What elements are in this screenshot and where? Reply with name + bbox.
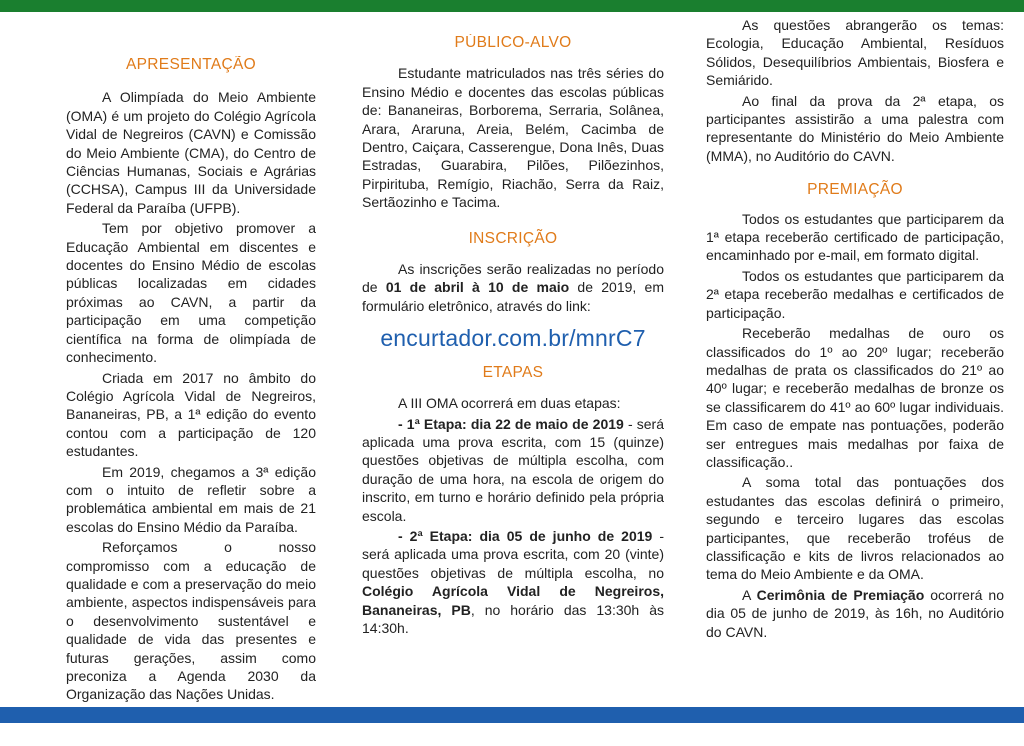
- heading-publico-alvo: PÚBLICO-ALVO: [454, 34, 572, 51]
- registration-link[interactable]: encurtador.com.br/mnrC7: [380, 325, 646, 352]
- paragraph: Criada em 2017 no âmbito do Colégio Agrícola Vidal de Negreiros, Bananeiras, PB, a 1ª edição do evento contou com a participação de 120 estudantes.: [66, 369, 316, 460]
- column-temas-premiacao: [706, 16, 1004, 706]
- paragraph: As questões abrangerão os temas: Ecologia, Educação Ambiental, Resíduos Sólidos, Desequilíbrios Ambientais, Biosfera e Semiárido.: [706, 17, 1004, 89]
- paragraph: Receberão medalhas de ouro os classificados do 1º ao 20º lugar; receberão medalhas de prata os classificados do 21º ao 40º lugar; e receberão medalhas de bronze os se classificarem do 41º ao 60º lugar individuais. Em caso de empate nas pontuações, poderão ser entregues mais medalhas por faixa de classificação..: [706, 325, 1004, 470]
- date-start: 01 de abril: [385, 279, 464, 296]
- paragraph: Tem por objetivo promover a Educação Ambiental em discentes e docentes do Ensino Médio de escolas públicas localizadas em cidades próximas ao CAVN, a partir da participação em uma competição científica na forma de olimpíada de conhecimento.: [66, 220, 316, 366]
- paragraph: A soma total das pontuações dos estudantes das escolas definirá o primeiro, segundo e terceiro lugares das escolas participantes, que receberão troféus de classificação e kits de livros relacionados ao tema do Meio Ambiente e da OMA.: [706, 474, 1004, 583]
- paragraph-inscricao: As inscrições serão realizadas no período de 01 de abril à 10 de maio de 2019, em formulário eletrônico, através do link:: [362, 261, 664, 314]
- paragraph: Todos os estudantes que participarem da 2ª etapa receberão medalhas e certificados de participação.: [706, 267, 1004, 321]
- paragraph: Reforçamos o nosso compromisso com a educação de qualidade e com a preservação do meio ambiente, aspectos indispensáveis para o desenvolvimento sustentável e qualidade de vida das presentes e futuras gerações, assim como preconiza a Agenda 2030 da Organização das Nações Unidas.: [66, 539, 316, 703]
- column-publico-inscricao-etapas: [362, 34, 664, 724]
- heading-etapas: ETAPAS: [482, 363, 544, 381]
- paragraph: Todos os estudantes que participarem da 1ª etapa receberão certificado de participação, encaminhado por e-mail, em formato digital.: [706, 210, 1004, 264]
- paragraph: A Olimpíada do Meio Ambiente (OMA) é um projeto do Colégio Agrícola Vidal de Negreiros (CAVN) e Comissão do Meio Ambiente (CMA), do Centro de Ciências Humanas, Sociais e Agrárias (CCHSA), Campus III da Universidade Federal da Paraíba (UFPB).: [66, 89, 316, 216]
- paragraph-cerimonia: A Cerimônia de Premiação ocorrerá no dia 05 de junho de 2019, às 16h, no Auditório do CAVN.: [706, 586, 1004, 640]
- heading-apresentacao: APRESENTAÇÃO: [126, 56, 256, 73]
- paragraph: Em 2019, chegamos a 3ª edição com o intuito de refletir sobre a problemática ambiental em mais de 21 escolas do Ensino Médio da Paraíba.: [66, 463, 316, 535]
- paragraph: Ao final da prova da 2ª etapa, os participantes assistirão a uma palestra com representante do Ministério do Meio Ambiente (MMA), no Auditório do CAVN.: [706, 92, 1004, 164]
- top-green-bar: [0, 0, 1024, 12]
- paragraph-etapa-1: - 1ª Etapa: dia 22 de maio de 2019 - será aplicada uma prova escrita, com 15 (quinze) questões objetivas de múltipla escolha, com duração de uma hora, na escola de origem do inscrito, em turno e horário definido pela própria escola.: [362, 415, 664, 524]
- bottom-blue-bar: [0, 707, 1024, 723]
- column-apresentacao: [66, 56, 316, 746]
- paragraph: Estudante matriculados nas três séries do Ensino Médio e docentes das escolas públicas de: Bananeiras, Borborema, Serraria, Solânea, Arara, Araruna, Areia, Belém, Cacimba de Dentro, Caiçara, Casserengue, Dona Inês, Duas Estradas, Guarabira, Pilões, Pilõezinhos, Pirpirituba, Remígio, Riachão, Serra da Raiz, Sertãozinho e Tacima.: [362, 65, 664, 211]
- heading-premiacao: PREMIAÇÃO: [807, 181, 903, 199]
- paragraph-etapa-2: - 2ª Etapa: dia 05 de junho de 2019 - será aplicada uma prova escrita, com 20 (vinte) questões objetivas de múltipla escolha, no Colégio Agrícola Vidal de Negreiros, Bananeiras, PB, no horário das 13:30h às 14:30h.: [362, 527, 664, 636]
- date-end: 10 de maio: [488, 279, 570, 296]
- heading-inscricao: INSCRIÇÃO: [468, 229, 558, 247]
- paragraph: A III OMA ocorrerá em duas etapas:: [398, 395, 621, 412]
